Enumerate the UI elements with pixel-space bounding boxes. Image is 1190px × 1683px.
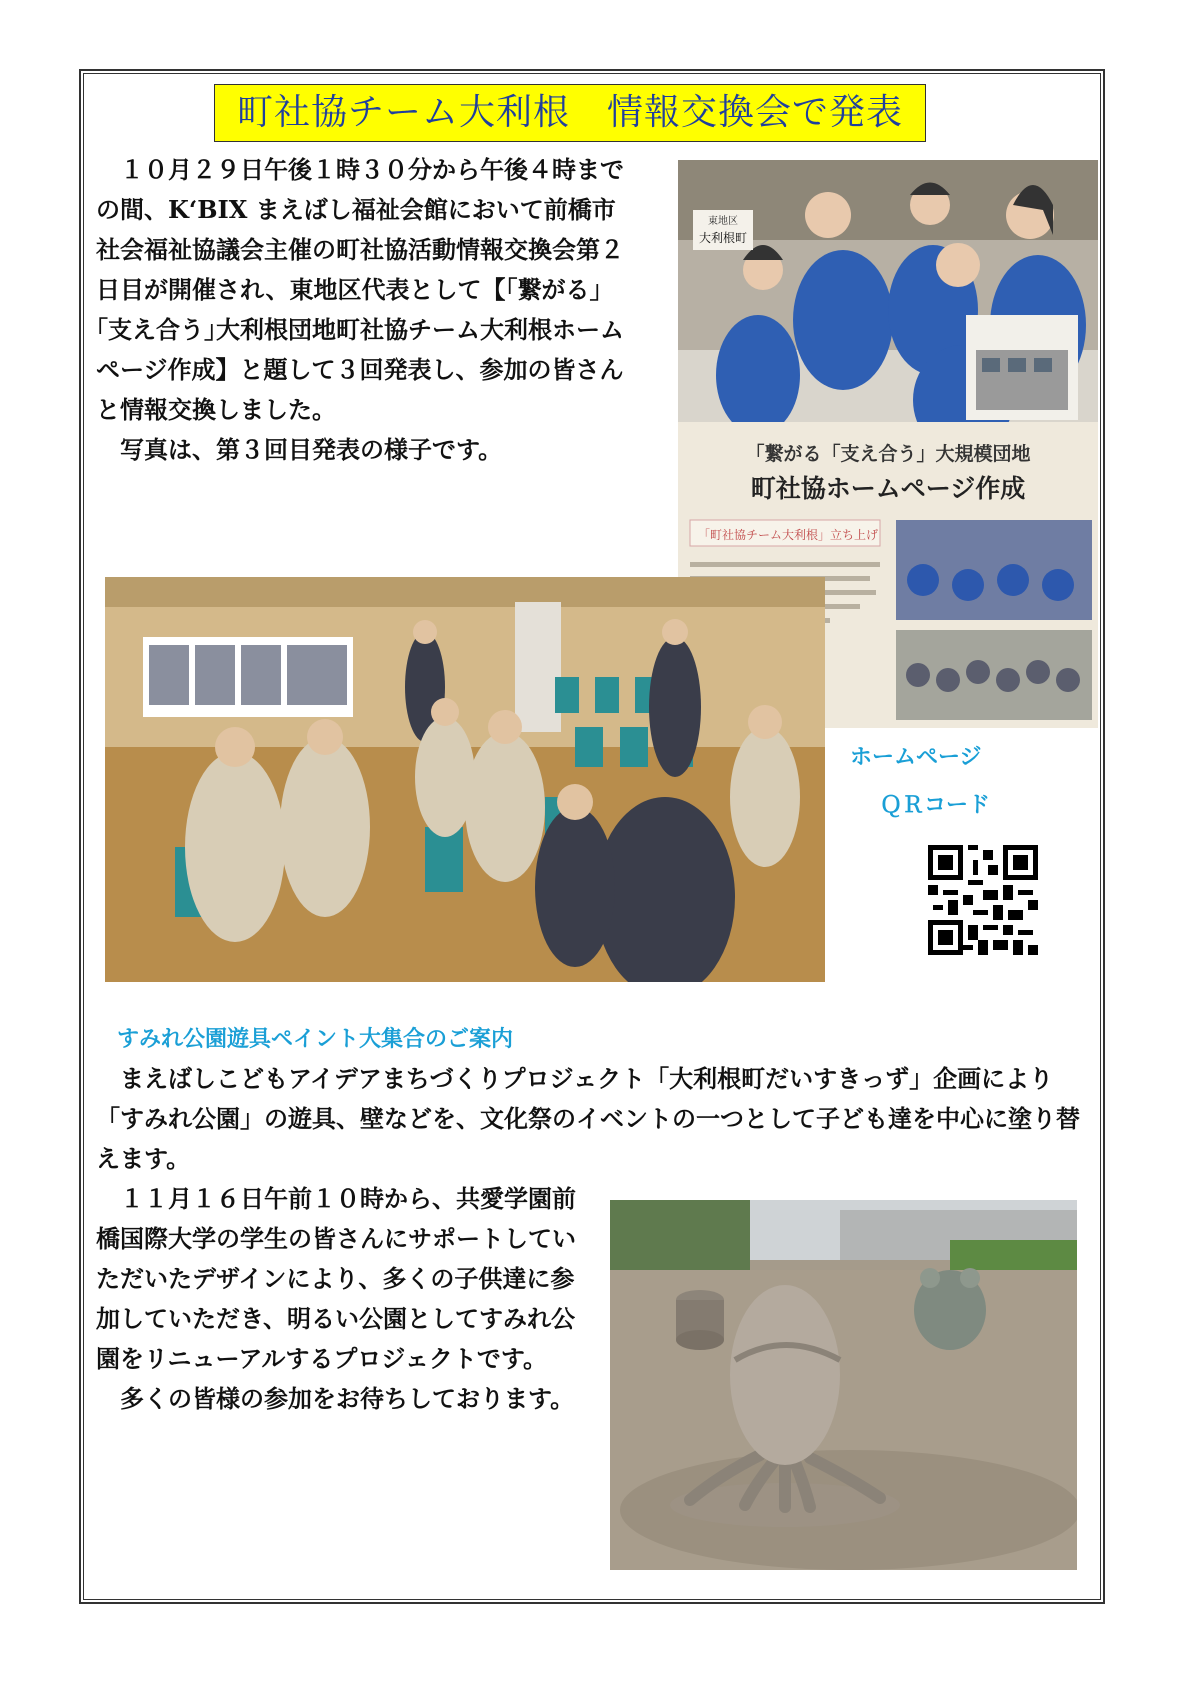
poster-region-label: 東地区 <box>708 216 738 227</box>
headline: 町社協チーム大利根 情報交換会で発表 <box>214 84 926 142</box>
article1-body <box>96 150 636 470</box>
qr-code[interactable] <box>928 845 1038 955</box>
article2-body <box>96 1179 594 1419</box>
poster-region-name: 大利根町 <box>698 231 748 245</box>
park-photo <box>610 1200 1077 1570</box>
article2-paragraph-3: 多くの皆様の参加をお待ちしております。 <box>120 1384 575 1413</box>
article2-paragraph-1: まえばしこどもアイデアまちづくりプロジェクト「大利根町だいすきっず」企画により「すみれ公園」の遊具、壁などを、文化祭のイベントの一つとして子ども達を中心に塗り替えます。 <box>96 1064 1080 1173</box>
article2-intro <box>96 1059 1086 1179</box>
qr-label-qrcode: ＱＲコード <box>880 793 991 818</box>
article1-paragraph-1: １０月２９日午後１時３０分から午後４時までの間、K‘BIX まえばし福祉会館において前橋市社会福祉協議会主催の町社協活動情報交換会第２日目が開催され、東地区代表として【｢繋がる｣｢支え合う｣大利根団地町社協チーム大利根ホームページ作成】と題して３回発表し、参加の皆さんと情報交換しました。 <box>96 155 624 424</box>
poster-subtitle: 「繋がる「支え合う」大規模団地 <box>745 443 1031 465</box>
poster-title: 町社協ホームページ作成 <box>750 474 1026 503</box>
article1-paragraph-2: 写真は、第３回目発表の様子です。 <box>120 435 503 464</box>
qr-label-homepage: ホームページ <box>850 745 982 770</box>
meeting-photo <box>105 577 825 982</box>
poster-section-title: 「町社協チーム大利根」立ち上げ <box>698 528 879 542</box>
article2-paragraph-2: １１月１６日午前１０時から、共愛学園前橋国際大学の学生の皆さんにサポートしていただいたデザインにより、多くの子供達に参加していただき、明るい公園としてすみれ公園をリニューアルするプロジェクトです。 <box>96 1184 576 1373</box>
article2-heading: すみれ公園遊具ペイント大集合のご案内 <box>117 1027 514 1052</box>
